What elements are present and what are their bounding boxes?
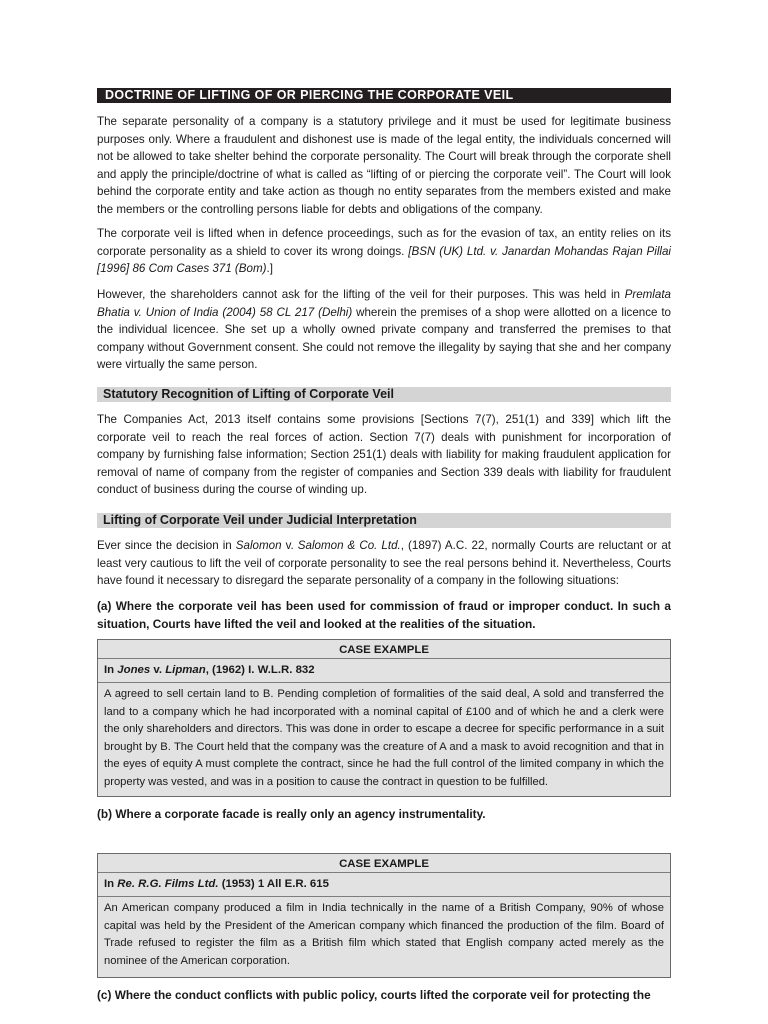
subheading-statutory: Statutory Recognition of Lifting of Corporate Veil (97, 387, 671, 402)
paragraph-salomon: Ever since the decision in Salomon v. Salomon & Co. Ltd., (1897) A.C. 22, normally Courts are reluctant or at least very cautious to lift the veil of corporate personality to see the real persons behind it. Nevertheless, Courts have found it necessary to disregard the separate personality of a company in the following situations: (97, 539, 671, 588)
citation-premlata: Premlata Bhatia v. Union of India (2004) 58 CL 217 (Delhi) (97, 288, 671, 319)
case-body: A agreed to sell certain land to B. Pending completion of formalities of the said deal, A sold and transferred the land to a company which he had incorporated with a nominal capital of £100 and of which he and a clerk were the only shareholders and directors. This was done in order to escape a decree for specific performance in a suit brought by B. The Court held that the company was the creature of A and a mask to avoid recognition and that in the eyes of equity A must complete the contract, since he had the full control of the limited company in which the property was vested, and was in a position to cause the contract in question to be fulfilled. (104, 688, 664, 788)
case-title: CASE EXAMPLE (339, 644, 429, 656)
case-example-jones (97, 639, 671, 797)
case-citation: In Re. R.G. Films Ltd. (1953) 1 All E.R. 615 (104, 878, 329, 890)
case-body: An American company produced a film in India technically in the name of a British Company, 90% of whose capital was held by the President of the American company which financed the production of the film. Board of Trade refused to register the film as a British film which stated that English company acted merely as the nominee of the American corporation. (104, 902, 664, 967)
item-b: (b) Where a corporate facade is really only an agency instrumentality. (97, 807, 486, 821)
case-title: CASE EXAMPLE (339, 858, 429, 870)
section-heading: DOCTRINE OF LIFTING OF OR PIERCING THE CORPORATE VEIL (97, 88, 671, 103)
subheading-judicial: Lifting of Corporate Veil under Judicial Interpretation (97, 513, 671, 528)
case-example-rg-films (97, 853, 671, 978)
paragraph-companies-act: The Companies Act, 2013 itself contains some provisions [Sections 7(7), 251(1) and 339] which lift the corporate veil to reach the real forces of action. Section 7(7) deals with punishment for incorporation of company by furnishing false information; Section 251(1) deals with liability for making fraudulent application for removal of name of company from the register of companies and Section 339 deals with liability for fraudulent conduct of business during the course of winding up. (97, 413, 671, 497)
paragraph-shareholders: However, the shareholders cannot ask for the lifting of the veil for their purposes. This was held in Premlata Bhatia v. Union of India (2004) 58 CL 217 (Delhi) wherein the premises of a shop were allotted on a licence to the individual licencee. She set up a wholly owned private company and transferred the premises to that company without Government consent. She could not remove the illegality by saying that she and her company were virtually the same person. (97, 288, 671, 372)
case-citation: In Jones v. Lipman, (1962) I. W.L.R. 832 (104, 664, 315, 676)
item-a: (a) Where the corporate veil has been used for commission of fraud or improper conduct. In such a situation, Courts have lifted the veil and looked at the realities of the situation. (97, 599, 671, 631)
paragraph-intro: The separate personality of a company is a statutory privilege and it must be used for legitimate business purposes only. Where a fraudulent and dishonest use is made of the legal entity, the individuals concerned will not be allowed to take shelter behind the corporate personality. The Court will break through the corporate shell and apply the principle/doctrine of what is called as “lifting of or piercing the corporate veil”. The Court will look behind the corporate entity and take action as though no entity separates from the members existed and make the members or the controlling persons liable for debts and obligations of the company. (97, 115, 671, 216)
item-c: (c) Where the conduct conflicts with public policy, courts lifted the corporate veil for protecting the (97, 988, 651, 1002)
paragraph-defence: The corporate veil is lifted when in defence proceedings, such as for the evasion of tax, an entity relies on its corporate personality as a shield to cover its wrong doings. [BSN (UK) Ltd. v. Janardan Mohandas Rajan Pillai [1996] 86 Com Cases 371 (Bom).] (97, 227, 671, 276)
citation-bsn: [BSN (UK) Ltd. v. Janardan Mohandas Rajan Pillai [1996] 86 Com Cases 371 (Bom) (97, 244, 671, 276)
